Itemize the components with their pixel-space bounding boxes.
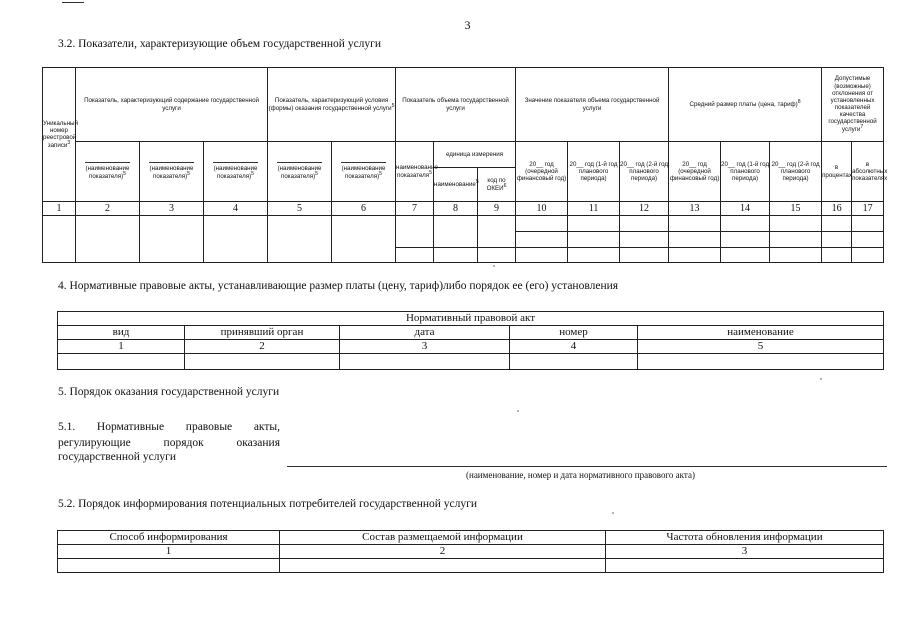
empty-cell	[280, 559, 606, 573]
empty-cell	[852, 216, 884, 232]
table-row	[58, 559, 884, 573]
group-deviation: Допустимые (возможные) отклонения от установленных показателей качества государственной услуги$^7$	[822, 68, 884, 142]
sub-percent: в процентах	[822, 142, 852, 202]
empty-cell	[478, 248, 516, 263]
group-volume: Показатель объема государственной услуги	[396, 68, 516, 142]
empty-cell	[434, 248, 478, 263]
empty-cell	[516, 248, 568, 263]
empty-cell	[822, 216, 852, 232]
empty-cell	[721, 216, 770, 232]
col-content: Состав размещаемой информации	[280, 531, 606, 545]
empty-cell	[638, 354, 884, 370]
empty-cell	[822, 232, 852, 248]
legal-acts-table	[57, 311, 884, 370]
col-num: 16	[822, 202, 852, 216]
informing-table	[57, 530, 884, 573]
empty-cell	[721, 232, 770, 248]
empty-cell	[58, 559, 280, 573]
sub-unit-name: наименование$^5$	[434, 168, 478, 202]
col-name: наименование	[638, 326, 884, 340]
section-3-2-title: 3.2. Показатели, характеризующие объем государственной услуги	[58, 38, 382, 50]
empty-cell	[140, 216, 204, 263]
empty-cell	[669, 216, 721, 232]
group-conditions: Показатель, характеризующий условия (формы) оказания государственной услуги$^5$	[268, 68, 396, 142]
sub-year-first-value: 20__ год (1-й год планового периода)	[568, 142, 620, 202]
col-num: 1	[43, 202, 76, 216]
page-number: 3	[464, 18, 471, 32]
sub-indicator-4: (наименование показателя)$^5$	[268, 142, 332, 202]
section-5-1-line-1: 5.1. Нормативные правовые акты,	[58, 421, 280, 433]
col-num: 2	[185, 340, 340, 354]
col-num: 13	[669, 202, 721, 216]
section-5-2-title: 5.2. Порядок информирования потенциальных потребителей государственной услуги	[58, 498, 478, 510]
empty-cell	[340, 354, 510, 370]
section-5-1-line-3: государственной услуги	[58, 451, 177, 463]
volume-indicators-table	[42, 67, 888, 263]
group-value: Значение показателя объема государственной услуги	[516, 68, 669, 142]
scan-speck	[517, 410, 519, 412]
empty-cell	[606, 559, 884, 573]
empty-cell	[669, 232, 721, 248]
col-num: 4	[510, 340, 638, 354]
table-row	[43, 216, 884, 232]
sub-indicator-name: наименование показателя$^5$	[396, 142, 434, 202]
empty-cell	[770, 216, 822, 232]
group-price: Средний размер платы (цена, тариф)$^8$	[669, 68, 822, 142]
sub-indicator-2: (наименование показателя)$^5$	[140, 142, 204, 202]
group-content: Показатель, характеризующий содержание государственной услуги	[76, 68, 268, 142]
empty-cell	[332, 216, 396, 263]
section-5-1-line-2: регулирующие порядок оказания	[58, 437, 280, 449]
empty-cell	[204, 216, 268, 263]
col-authority: принявший орган	[185, 326, 340, 340]
sub-unit: единица измерения	[434, 142, 516, 168]
empty-cell	[516, 216, 568, 232]
empty-cell	[852, 248, 884, 263]
empty-cell	[76, 216, 140, 263]
col-num: 3	[140, 202, 204, 216]
column-numbers-row	[43, 202, 884, 216]
col-date: дата	[340, 326, 510, 340]
empty-cell	[516, 232, 568, 248]
empty-cell	[852, 232, 884, 248]
col-frequency: Частота обновления информации	[606, 531, 884, 545]
top-mark	[62, 2, 84, 3]
col-num: 3	[340, 340, 510, 354]
empty-cell	[434, 216, 478, 248]
empty-cell	[396, 248, 434, 263]
empty-cell	[396, 216, 434, 248]
empty-cell	[268, 216, 332, 263]
scan-speck	[820, 378, 822, 380]
empty-cell	[58, 354, 185, 370]
sub-year-current-price: 20__ год (очередной финансовый год)	[669, 142, 721, 202]
empty-cell	[43, 216, 76, 263]
col-num: 10	[516, 202, 568, 216]
col-num: 3	[606, 545, 884, 559]
sub-indicator-1: (наименование показателя)$^5$	[76, 142, 140, 202]
sub-year-second-value: 20__ год (2-й год планового периода)	[620, 142, 669, 202]
empty-cell	[185, 354, 340, 370]
col-number: номер	[510, 326, 638, 340]
sub-absolute: в абсолютных показателях	[852, 142, 884, 202]
col-num: 1	[58, 545, 280, 559]
col-num: 15	[770, 202, 822, 216]
scan-speck	[493, 265, 495, 267]
section-4-title: 4. Нормативные правовые акты, устанавливающие размер платы (цену, тариф)либо порядок ее (его) установления	[58, 280, 619, 292]
table-row	[58, 354, 884, 370]
col-num: 11	[568, 202, 620, 216]
empty-cell	[620, 216, 669, 232]
empty-cell	[568, 216, 620, 232]
col-num: 17	[852, 202, 884, 216]
empty-cell	[669, 248, 721, 263]
empty-cell	[721, 248, 770, 263]
empty-cell	[770, 232, 822, 248]
col-num: 12	[620, 202, 669, 216]
empty-cell	[478, 216, 516, 248]
legal-act-blank-line	[287, 466, 887, 467]
col-num: 9	[478, 202, 516, 216]
section-5-title: 5. Порядок оказания государственной услуги	[58, 386, 280, 398]
col-num: 2	[280, 545, 606, 559]
empty-cell	[620, 232, 669, 248]
sub-unit-code: код по ОКЕИ$^6$	[478, 168, 516, 202]
sub-indicator-5: (наименование показателя)$^5$	[332, 142, 396, 202]
col-type: вид	[58, 326, 185, 340]
col-num: 14	[721, 202, 770, 216]
empty-cell	[770, 248, 822, 263]
scan-speck	[612, 512, 614, 514]
legal-act-header: Нормативный правовой акт	[58, 312, 884, 326]
legal-act-caption: (наименование, номер и дата нормативного правового акта)	[466, 470, 695, 480]
col-num: 8	[434, 202, 478, 216]
empty-cell	[510, 354, 638, 370]
col-num: 6	[332, 202, 396, 216]
section-5-1-block	[58, 419, 280, 451]
empty-cell	[568, 248, 620, 263]
col-num: 2	[76, 202, 140, 216]
sub-indicator-3: (наименование показателя)$^5$	[204, 142, 268, 202]
col-num: 5	[268, 202, 332, 216]
col-num: 4	[204, 202, 268, 216]
sub-year-first-price: 20__ год (1-й год планового периода)	[721, 142, 770, 202]
sub-year-second-price: 20__ год (2-й год планового периода)	[770, 142, 822, 202]
empty-cell	[620, 248, 669, 263]
empty-cell	[822, 248, 852, 263]
col-unique-number: Уникальный номер реестровой записи$^3$	[43, 68, 76, 202]
col-num: 7	[396, 202, 434, 216]
col-num: 1	[58, 340, 185, 354]
sub-year-current-value: 20__ год (очередной финансовый год)	[516, 142, 568, 202]
empty-cell	[568, 232, 620, 248]
col-num: 5	[638, 340, 884, 354]
col-method: Способ информирования	[58, 531, 280, 545]
